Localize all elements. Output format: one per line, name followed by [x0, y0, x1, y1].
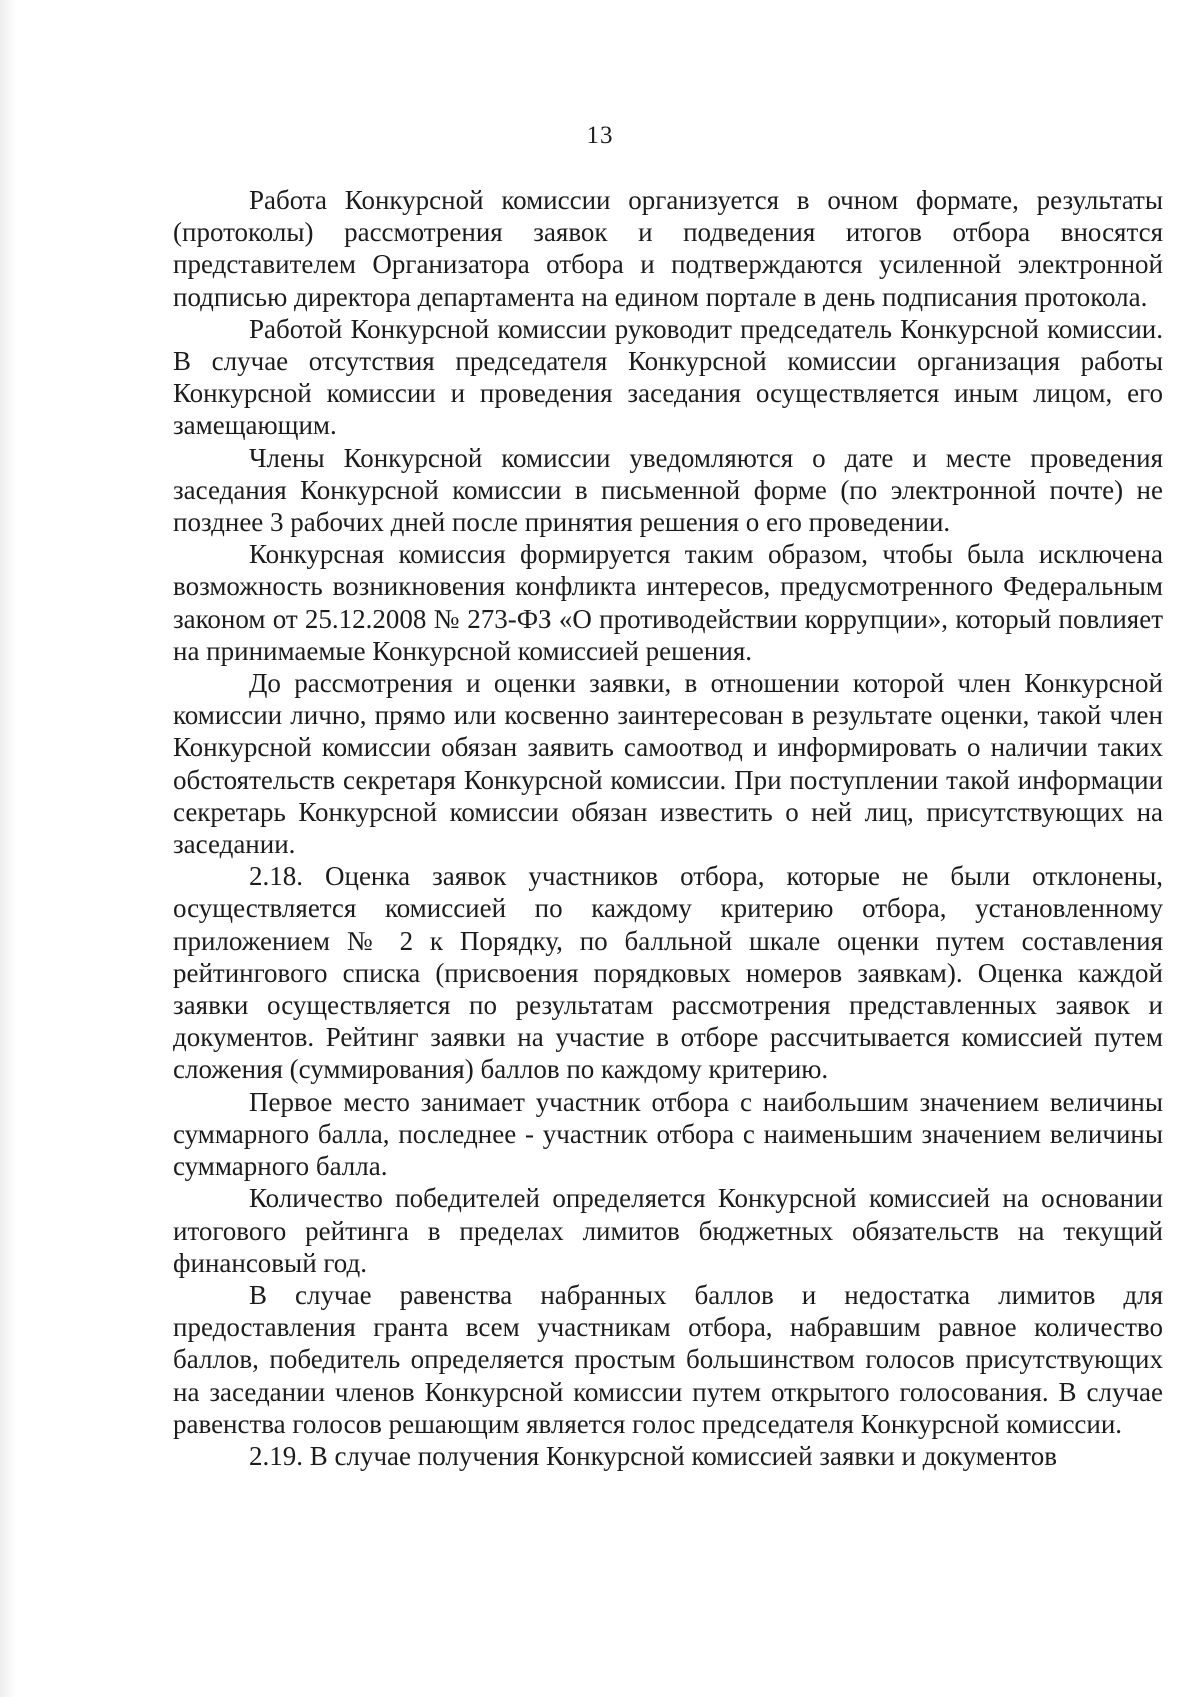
- paragraph-conflict-of-interest: Конкурсная комиссия формируется таким образом, чтобы была исключена возможность возникновения конфликта интересов, предусмотренного Федеральным законом от 25.12.2008 № 273-ФЗ «О противодействии коррупции», который повлияет на принимаемые Конкурсной комиссией решения.: [173, 539, 1163, 666]
- paragraph-self-recusal: До рассмотрения и оценки заявки, в отношении которой член Конкурсной комиссии лично, прямо или косвенно заинтересован в результате оценки, такой член Конкурсной комиссии обязан заявить самоотвод и информировать о наличии таких обстоятельств секретаря Конкурсной комиссии. При поступлении такой информации секретарь Конкурсной комиссии обязан известить о ней лиц, присутствующих на заседании.: [173, 668, 1163, 860]
- page-number: 13: [586, 122, 614, 149]
- paragraph-2-19: 2.19. В случае получения Конкурсной комиссией заявки и документов: [249, 1440, 1057, 1471]
- paragraph-commission-chair: Работой Конкурсной комиссии руководит председатель Конкурсной комиссии. В случае отсутствия председателя Конкурсной комиссии организация работы Конкурсной комиссии и проведения заседания осуществляется иным лицом, его замещающим.: [173, 313, 1163, 441]
- paragraph-tie-vote: В случае равенства набранных баллов и недостатка лимитов для предоставления гранта всем участникам отбора, набравшим равное количество баллов, победитель определяется простым большинством голосов присутствующих на заседании членов Конкурсной комиссии путем открытого голосования. В случае равенства голосов решающим является голос председателя Конкурсной комиссии.: [173, 1279, 1163, 1439]
- paragraph-members-notification: Члены Конкурсной комиссии уведомляются о дате и месте проведения заседания Конкурсной комиссии в письменной форме (по электронной почте) не позднее 3 рабочих дней после принятия решения о его проведении.: [173, 442, 1163, 538]
- document-body: [173, 184, 1163, 1472]
- scan-edge: [0, 0, 16, 1697]
- paragraph-ranking: Первое место занимает участник отбора с наибольшим значением величины суммарного балла, последнее - участник отбора с наименьшим значением величины суммарного балла.: [173, 1086, 1163, 1182]
- paragraph-winners-count: Количество победителей определяется Конкурсной комиссией на основании итогового рейтинга в пределах лимитов бюджетных обязательств на текущий финансовый год.: [173, 1183, 1163, 1278]
- paragraph-2-18-evaluation: 2.18. Оценка заявок участников отбора, которые не были отклонены, осуществляется комиссией по каждому критерию отбора, установленному приложением № 2 к Порядку, по балльной шкале оценки путем составления рейтингового списка (присвоения порядковых номеров заявкам). Оценка каждой заявки осуществляется по результатам рассмотрения представленных заявок и документов. Рейтинг заявки на участие в отборе рассчитывается комиссией путем сложения (суммирования) баллов по каждому критерию.: [173, 861, 1163, 1085]
- paragraph-commission-format: Работа Конкурсной комиссии организуется в очном формате, результаты (протоколы) рассмотрения заявок и подведения итогов отбора вносятся представителем Организатора отбора и подтверждаются усиленной электронной подписью директора департамента на едином портале в день подписания протокола.: [173, 185, 1163, 312]
